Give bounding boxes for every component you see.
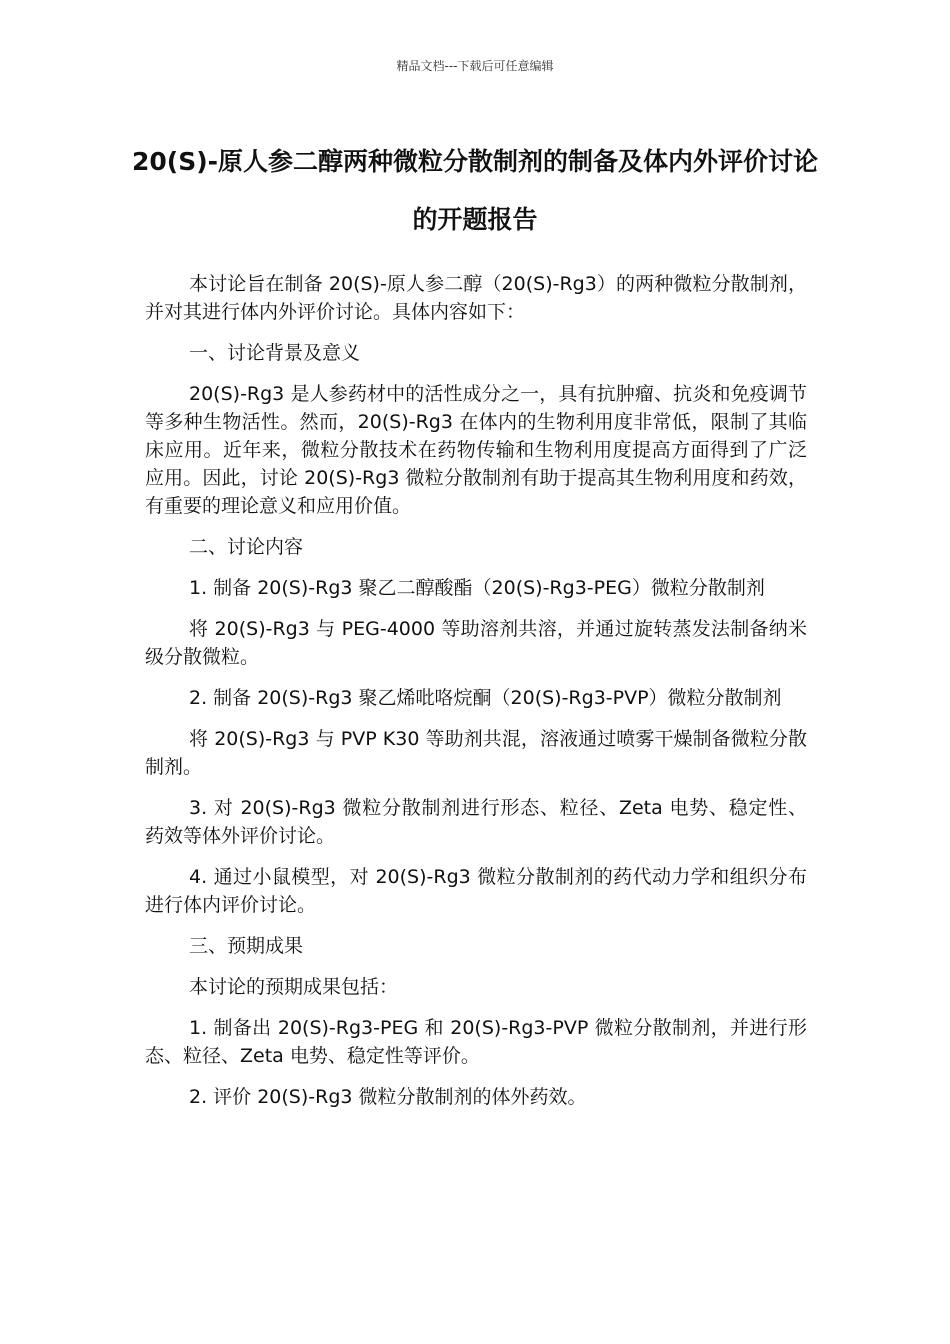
content-item-2-detail: 将 20(S)-Rg3 与 PVP K30 等助剂共混，溶液通过喷雾干燥制备微粒分散制剂。	[145, 728, 807, 778]
outcome-item-1: 1. 制备出 20(S)-Rg3-PEG 和 20(S)-Rg3-PVP 微粒分散制剂，并进行形态、粒径、Zeta 电势、稳定性等评价。	[145, 1017, 807, 1067]
intro-paragraph: 本讨论旨在制备 20(S)-原人参二醇（20(S)-Rg3）的两种微粒分散制剂，并对其进行体内外评价讨论。具体内容如下：	[145, 273, 807, 323]
section-heading-background: 一、讨论背景及意义	[189, 342, 361, 364]
section-heading-content: 二、讨论内容	[189, 536, 304, 558]
content-item-1-detail: 将 20(S)-Rg3 与 PEG-4000 等助溶剂共溶，并通过旋转蒸发法制备纳米级分散微粒。	[145, 618, 807, 668]
header-note: 精品文档---下载后可任意编辑	[396, 59, 554, 73]
outcomes-intro: 本讨论的预期成果包括：	[189, 976, 399, 998]
background-paragraph: 20(S)-Rg3 是人参药材中的活性成分之一，具有抗肿瘤、抗炎和免疫调节等多种生物活性。然而，20(S)-Rg3 在体内的生物利用度非常低，限制了其临床应用。近年来，微粒分散技术在药物传输和生物利用度提高方面得到了广泛应用。因此，讨论 20(S)-Rg3 微粒分散制剂有助于提高其生物利用度和药效，有重要的理论意义和应用价值。	[145, 383, 807, 517]
outcome-item-2: 2. 评价 20(S)-Rg3 微粒分散制剂的体外药效。	[189, 1086, 587, 1108]
document-title: 20(S)-原人参二醇两种微粒分散制剂的制备及体内外评价讨论的开题报告	[131, 147, 819, 234]
content-item-1: 1. 制备 20(S)-Rg3 聚乙二醇酸酯（20(S)-Rg3-PEG）微粒分散制剂	[189, 577, 765, 599]
content-item-2: 2. 制备 20(S)-Rg3 聚乙烯吡咯烷酮（20(S)-Rg3-PVP）微粒分散制剂	[189, 687, 782, 709]
content-item-3: 3. 对 20(S)-Rg3 微粒分散制剂进行形态、粒径、Zeta 电势、稳定性、药效等体外评价讨论。	[145, 797, 807, 847]
document-body	[145, 270, 807, 1124]
section-heading-outcomes: 三、预期成果	[189, 935, 304, 957]
content-item-4: 4. 通过小鼠模型，对 20(S)-Rg3 微粒分散制剂的药代动力学和组织分布进行体内评价讨论。	[145, 866, 807, 916]
